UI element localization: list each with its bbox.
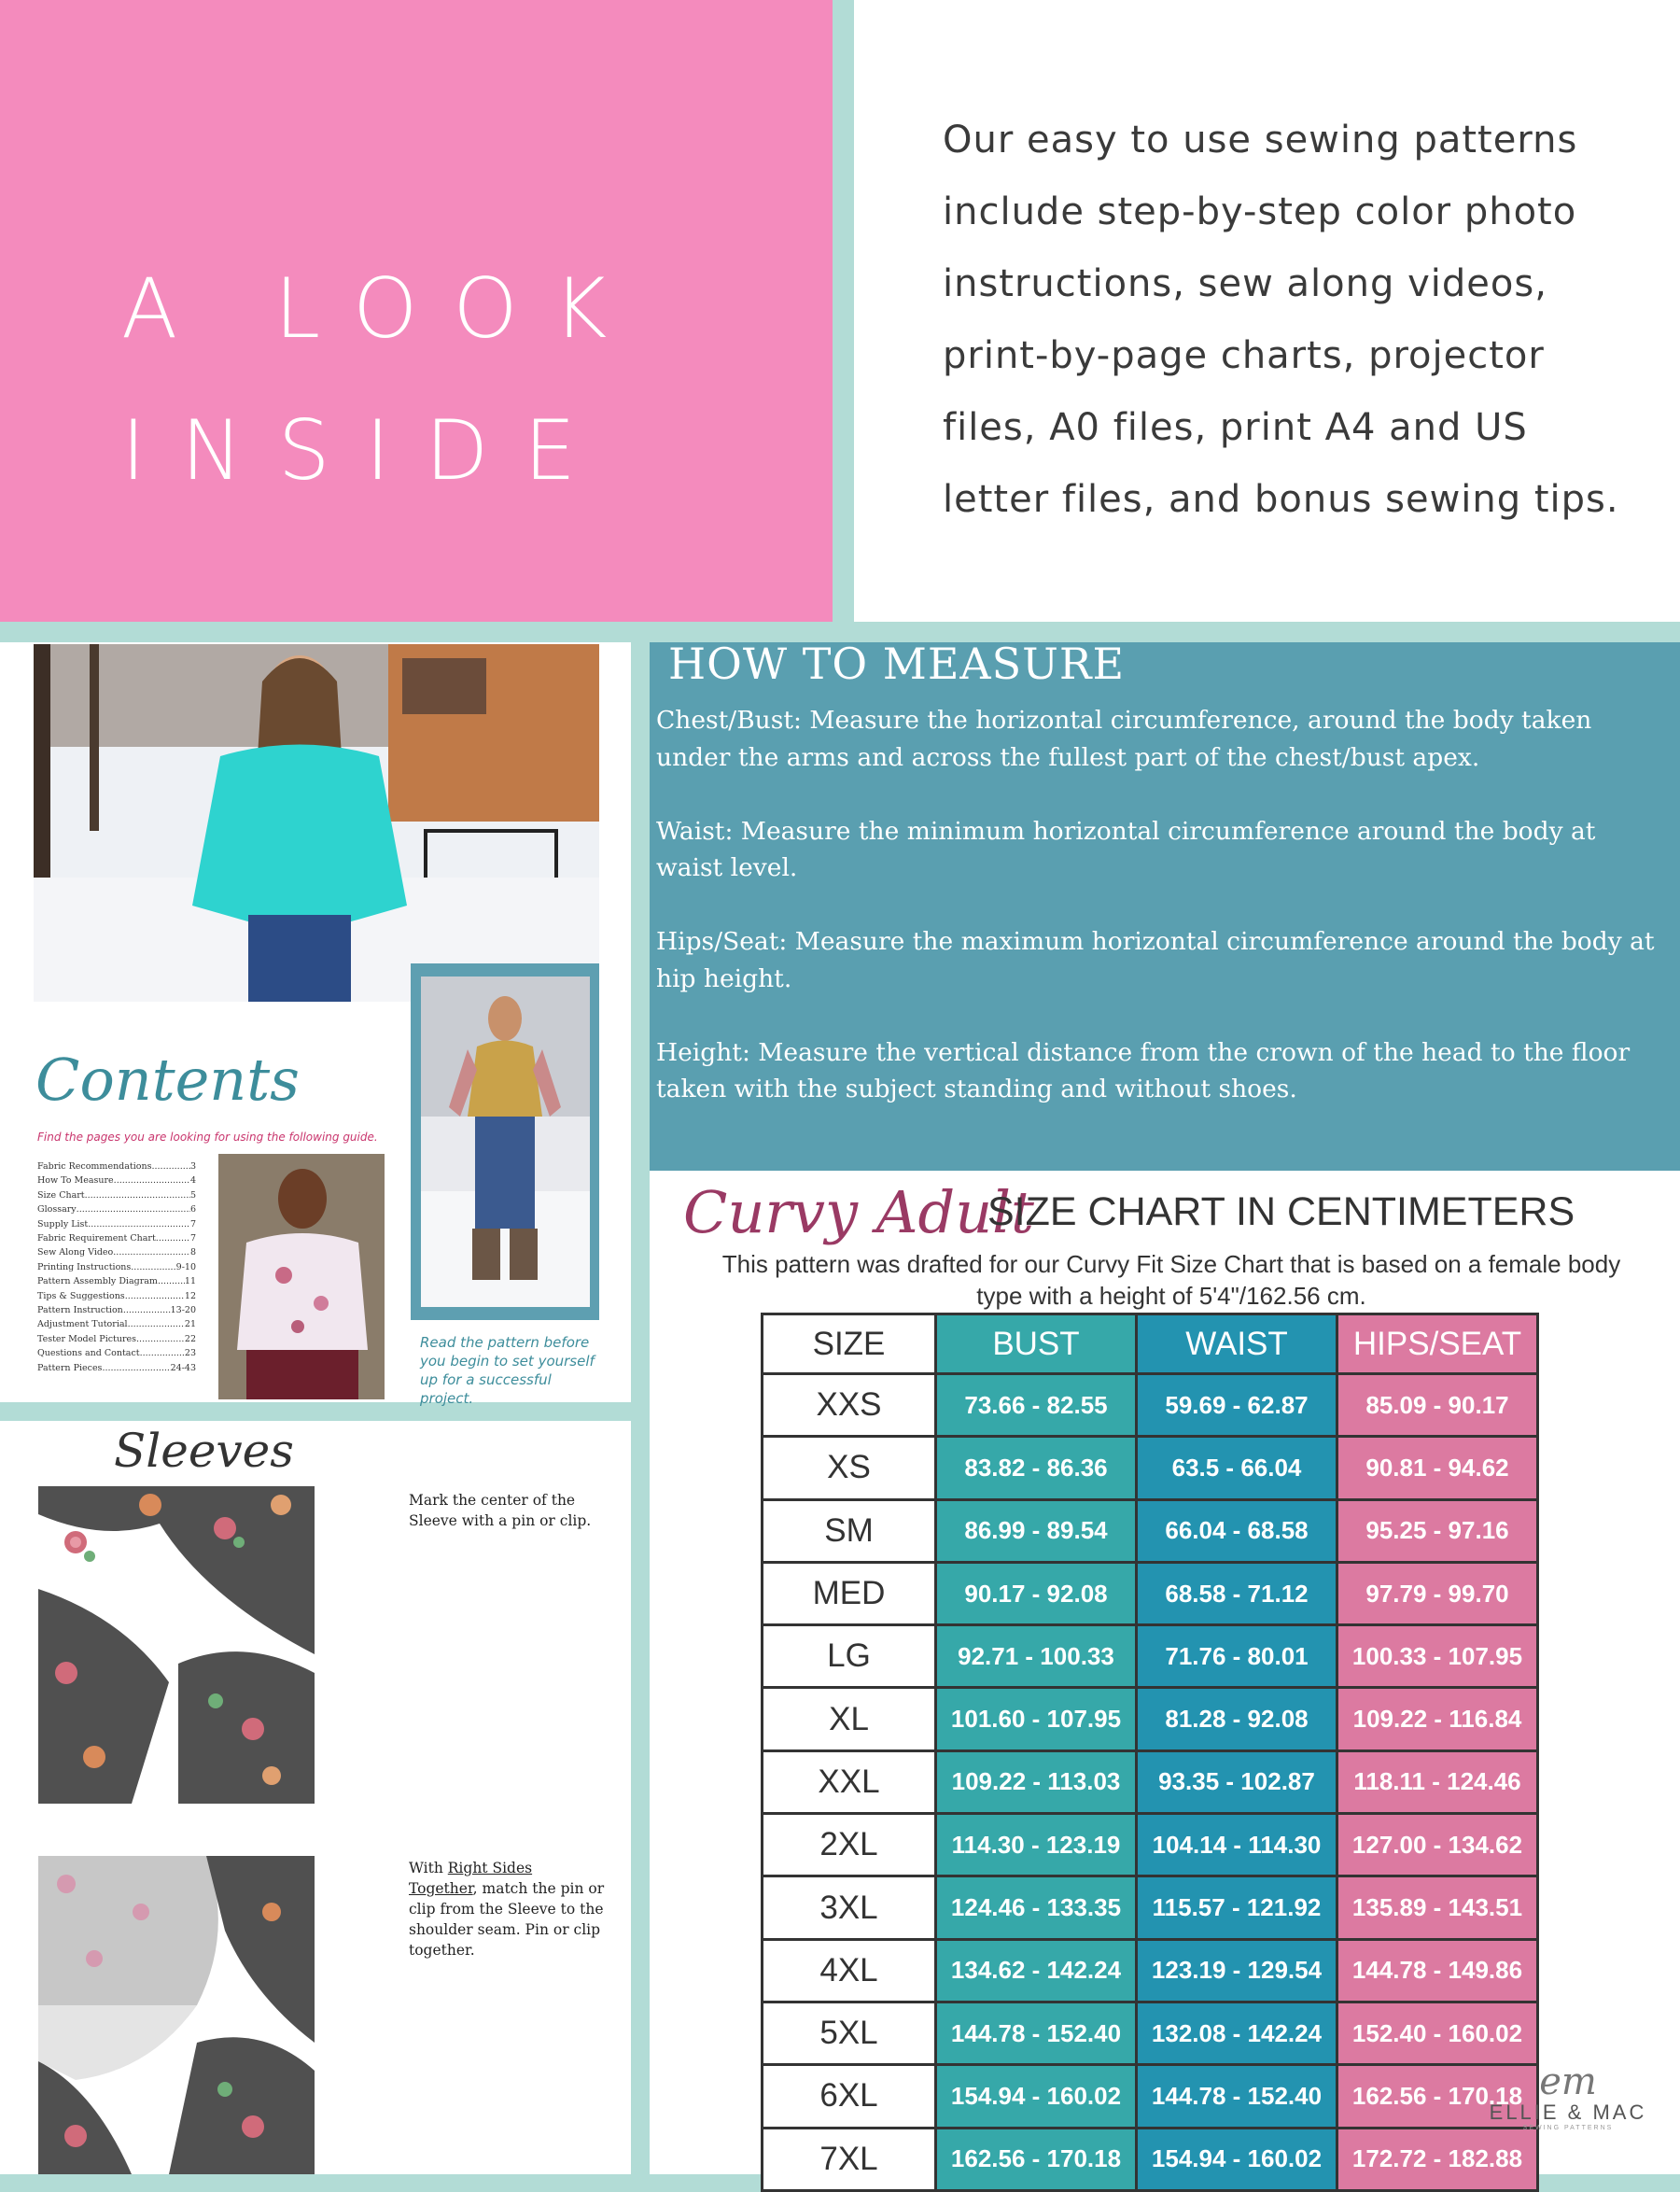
size-cell: XXS [763, 1374, 936, 1437]
bust-cell: 154.94 - 160.02 [936, 2065, 1137, 2128]
waist-cell: 132.08 - 142.24 [1137, 2002, 1337, 2064]
size-chart-row [763, 1876, 1538, 1939]
bust-cell: 134.62 - 142.24 [936, 1939, 1137, 2002]
size-cell: 5XL [763, 2002, 936, 2064]
size-cell: MED [763, 1562, 936, 1624]
sleeve-photo-step-2 [38, 1856, 315, 2174]
header-hips: HIPS/SEAT [1337, 1314, 1538, 1374]
brand-tagline: SEWING PATTERNS [1522, 2125, 1614, 2131]
model-photo-floral-sleeves [421, 977, 590, 1307]
hips-cell: 100.33 - 107.95 [1337, 1625, 1538, 1688]
size-chart-row [763, 2065, 1538, 2128]
contents-item: Printing Instructions ..... 9-10 [37, 1260, 196, 1274]
brand-name: ELLIE & MAC [1489, 2101, 1647, 2124]
size-chart-row [763, 2128, 1538, 2190]
bust-cell: 92.71 - 100.33 [936, 1625, 1137, 1688]
bust-cell: 114.30 - 123.19 [936, 1814, 1137, 1876]
size-cell: 2XL [763, 1814, 936, 1876]
brand-mark: em [1539, 2060, 1597, 2103]
size-cell: 6XL [763, 2065, 936, 2128]
contents-item: Tips & Suggestions ..... 12 [37, 1289, 196, 1303]
hips-cell: 172.72 - 182.88 [1337, 2128, 1538, 2190]
contents-title: Contents [35, 1046, 300, 1114]
brand-logo [1456, 2060, 1680, 2131]
bust-cell: 162.56 - 170.18 [936, 2128, 1137, 2190]
contents-item: Questions and Contact ..... 23 [37, 1346, 196, 1360]
hips-cell: 135.89 - 143.51 [1337, 1876, 1538, 1939]
size-chart-row [763, 1688, 1538, 1750]
size-cell: 7XL [763, 2128, 936, 2190]
waist-cell: 68.58 - 71.12 [1137, 1562, 1337, 1624]
bust-cell: 90.17 - 92.08 [936, 1562, 1137, 1624]
model-photo-teal-sweater [34, 644, 599, 1002]
size-chart-row [763, 1499, 1538, 1562]
size-chart-script-title: Curvy Adult [683, 1178, 1034, 1246]
waist-cell: 104.14 - 114.30 [1137, 1814, 1337, 1876]
size-chart-row [763, 1374, 1538, 1437]
measure-hips: Hips/Seat: Measure the maximum horizontal circumference around the body at hip height. [656, 927, 1655, 993]
size-cell: XS [763, 1437, 936, 1499]
bust-cell: 144.78 - 152.40 [936, 2002, 1137, 2064]
contents-note: Read the pattern before you begin to set yourself up for a successful project. [420, 1334, 595, 1407]
contents-item: Adjustment Tutorial ..... 21 [37, 1317, 196, 1331]
size-chart-row [763, 1562, 1538, 1624]
size-cell: 4XL [763, 1939, 936, 2002]
size-chart-title: SIZE CHART IN CENTIMETERS [987, 1189, 1575, 1234]
model-photo-floral-top [218, 1154, 385, 1399]
bust-cell: 73.66 - 82.55 [936, 1374, 1137, 1437]
size-chart-rows [763, 1374, 1538, 2191]
hero-title-line-2: INSIDE [121, 402, 611, 499]
hips-cell: 90.81 - 94.62 [1337, 1437, 1538, 1499]
size-chart-row [763, 1750, 1538, 1813]
hero-description: Our easy to use sewing patterns include step-by-step color photo instructions, sew along videos, print-by-page charts, projector files, A0 files, print A4 and US letter files, and bonus sewing tips. [943, 119, 1619, 521]
hips-cell: 162.56 - 170.18 [1337, 2065, 1538, 2128]
contents-item: Pattern Assembly Diagram ..... 11 [37, 1274, 196, 1288]
contents-item: Pattern Instruction ..... 13-20 [37, 1303, 196, 1317]
hips-cell: 109.22 - 116.84 [1337, 1688, 1538, 1750]
bust-cell: 109.22 - 113.03 [936, 1750, 1137, 1813]
header-waist: WAIST [1137, 1314, 1337, 1374]
bust-cell: 83.82 - 86.36 [936, 1437, 1137, 1499]
size-cell: XXL [763, 1750, 936, 1813]
contents-item: Tester Model Pictures ..... 22 [37, 1332, 196, 1346]
contents-item: Supply List ..... 7 [37, 1217, 196, 1231]
waist-cell: 81.28 - 92.08 [1137, 1688, 1337, 1750]
contents-item: Size Chart ..... 5 [37, 1188, 196, 1202]
size-cell: LG [763, 1625, 936, 1688]
bust-cell: 124.46 - 133.35 [936, 1876, 1137, 1939]
sleeves-title: Sleeves [114, 1424, 294, 1478]
hips-cell: 152.40 - 160.02 [1337, 2002, 1538, 2064]
hips-cell: 144.78 - 149.86 [1337, 1939, 1538, 2002]
waist-cell: 154.94 - 160.02 [1137, 2128, 1337, 2190]
contents-item: Pattern Pieces ..... 24-43 [37, 1361, 196, 1375]
contents-item: Sew Along Video ..... 8 [37, 1245, 196, 1259]
hips-cell: 85.09 - 90.17 [1337, 1374, 1538, 1437]
measure-height: Height: Measure the vertical distance from the crown of the head to the floor taken with the subject standing and without shoes. [656, 1037, 1631, 1103]
size-chart-row [763, 2002, 1538, 2064]
sleeve-photo-step-1 [38, 1486, 315, 1804]
bust-cell: 101.60 - 107.95 [936, 1688, 1137, 1750]
waist-cell: 115.57 - 121.92 [1137, 1876, 1337, 1939]
contents-list [37, 1159, 196, 1375]
contents-item: Fabric Recommendations ..... 3 [37, 1159, 196, 1173]
contents-item: Glossary ..... 6 [37, 1202, 196, 1216]
waist-cell: 71.76 - 80.01 [1137, 1625, 1337, 1688]
waist-cell: 63.5 - 66.04 [1137, 1437, 1337, 1499]
how-to-measure-body [656, 702, 1655, 1145]
measure-waist: Waist: Measure the minimum horizontal circumference around the body at waist level. [656, 816, 1596, 882]
measure-chest: Chest/Bust: Measure the horizontal circumference, around the body taken under the arms and across the fullest part of the chest/bust apex. [656, 706, 1592, 772]
header-size: SIZE [763, 1314, 936, 1374]
waist-cell: 93.35 - 102.87 [1137, 1750, 1337, 1813]
hips-cell: 97.79 - 99.70 [1337, 1562, 1538, 1624]
waist-cell: 66.04 - 68.58 [1137, 1499, 1337, 1562]
bust-cell: 86.99 - 89.54 [936, 1499, 1137, 1562]
how-to-measure-title: HOW TO MEASURE [668, 639, 1126, 689]
size-chart-row [763, 1625, 1538, 1688]
size-chart-header-row [763, 1314, 1538, 1374]
hips-cell: 127.00 - 134.62 [1337, 1814, 1538, 1876]
hero-title-line-1: A LOOK [121, 260, 643, 357]
contents-item: Fabric Requirement Chart ..... 7 [37, 1231, 196, 1245]
size-cell: 3XL [763, 1876, 936, 1939]
size-chart-table [761, 1313, 1539, 2192]
size-chart-row [763, 1437, 1538, 1499]
size-chart-note: This pattern was drafted for our Curvy Fit Size Chart that is based on a female body type with a height of 5'4"/162.56 cm. [721, 1250, 1621, 1310]
right-sides-together-term: Right Sides Together [409, 1860, 533, 1897]
contents-item: How To Measure ..... 4 [37, 1173, 196, 1187]
hero-title [121, 238, 642, 522]
header-bust: BUST [936, 1314, 1137, 1374]
waist-cell: 123.19 - 129.54 [1137, 1939, 1337, 2002]
hips-cell: 95.25 - 97.16 [1337, 1499, 1538, 1562]
size-cell: SM [763, 1499, 936, 1562]
waist-cell: 144.78 - 152.40 [1137, 2065, 1337, 2128]
contents-subtitle: Find the pages you are looking for using the following guide. [37, 1131, 378, 1144]
waist-cell: 59.69 - 62.87 [1137, 1374, 1337, 1437]
hips-cell: 118.11 - 124.46 [1337, 1750, 1538, 1813]
sleeve-step-1-text: Mark the center of the Sleeve with a pin or clip. [409, 1492, 592, 1529]
size-cell: XL [763, 1688, 936, 1750]
size-chart-row [763, 1939, 1538, 2002]
size-chart-row [763, 1814, 1538, 1876]
sleeve-step-2-text: With Right Sides Together, match the pin or clip from the Sleeve to the shoulder seam. Pin or clip together. [409, 1860, 605, 1959]
